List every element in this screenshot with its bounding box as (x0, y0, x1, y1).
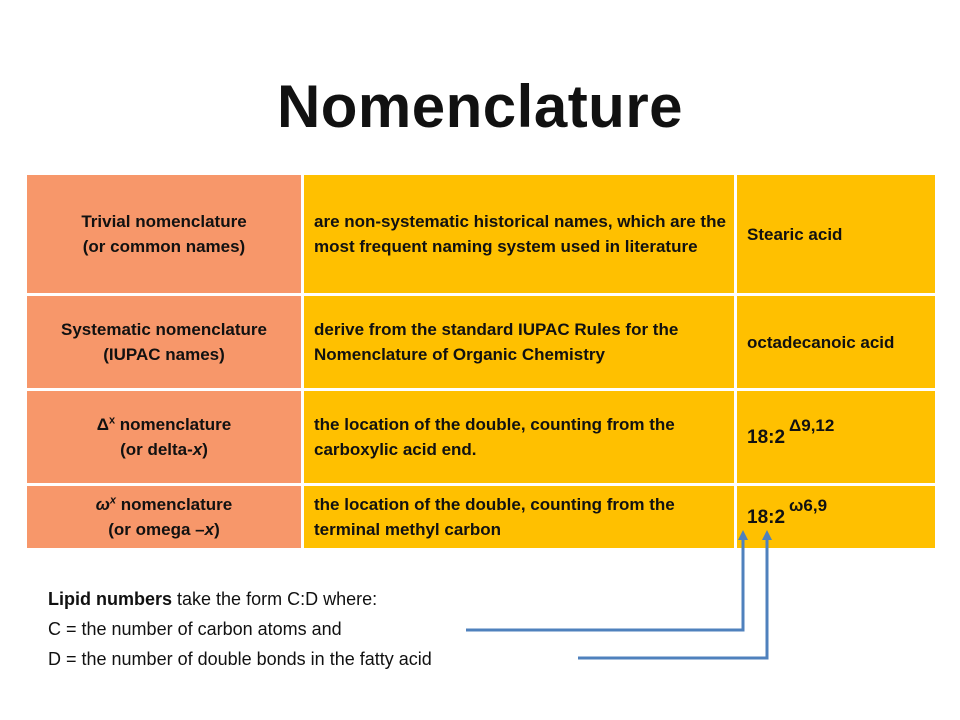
nomenclature-type-cell (26, 485, 303, 550)
description-cell: are non-systematic historical names, which are the most frequent naming system used in literature (303, 174, 736, 295)
nomenclature-type-cell (26, 174, 303, 295)
table-row (26, 295, 937, 390)
variable-x: x (204, 520, 215, 539)
nomenclature-type-cell (26, 295, 303, 390)
notes-line-3: D = the number of double bonds in the fatty acid (48, 649, 432, 669)
description-cell: derive from the standard IUPAC Rules for the Nomenclature of Organic Chemistry (303, 295, 736, 390)
arrow-d-to-double-bond-count (578, 535, 767, 658)
table-row (26, 390, 937, 485)
description-cell: the location of the double, counting from the carboxylic acid end. (303, 390, 736, 485)
table-row (26, 174, 937, 295)
example-cell (736, 485, 937, 550)
type-alias: (or delta-x) (120, 440, 208, 459)
type-name: Trivial nomenclature (81, 212, 247, 231)
description-cell: the location of the double, counting from the terminal methyl carbon (303, 485, 736, 550)
type-name: Systematic nomenclature (61, 320, 267, 339)
variable-x: x (192, 440, 203, 459)
superscript-x: x (108, 414, 116, 427)
notes-lead-term: Lipid numbers (48, 589, 173, 609)
example-cell: Stearic acid (736, 174, 937, 295)
lipid-number-base: 18:2 (747, 426, 786, 448)
type-alias: (IUPAC names) (103, 345, 225, 364)
notes-line-1: Lipid numbers take the form C:D where: (48, 589, 378, 609)
type-name-rest: nomenclature (115, 415, 232, 434)
slide-title: Nomenclature (276, 73, 684, 140)
lipid-number-base: 18:2 (747, 506, 786, 528)
lipid-number-superscript: ω6,9 (789, 495, 828, 515)
omega-symbol: ω (95, 495, 110, 514)
delta-symbol: Δ (96, 415, 109, 434)
type-alias: (or common names) (82, 237, 246, 256)
superscript-x: x (109, 494, 117, 507)
lipid-number-notes (48, 584, 432, 674)
type-name-rest: nomenclature (116, 495, 233, 514)
notes-line-2: C = the number of carbon atoms and (48, 619, 342, 639)
type-alias: (or omega –x) (108, 520, 220, 539)
type-name (97, 415, 232, 434)
example-cell: octadecanoic acid (736, 295, 937, 390)
nomenclature-table (24, 172, 938, 551)
example-cell (736, 390, 937, 485)
nomenclature-type-cell (26, 390, 303, 485)
type-name (96, 495, 233, 514)
lipid-number-superscript: Δ9,12 (789, 415, 835, 435)
table-row (26, 485, 937, 550)
